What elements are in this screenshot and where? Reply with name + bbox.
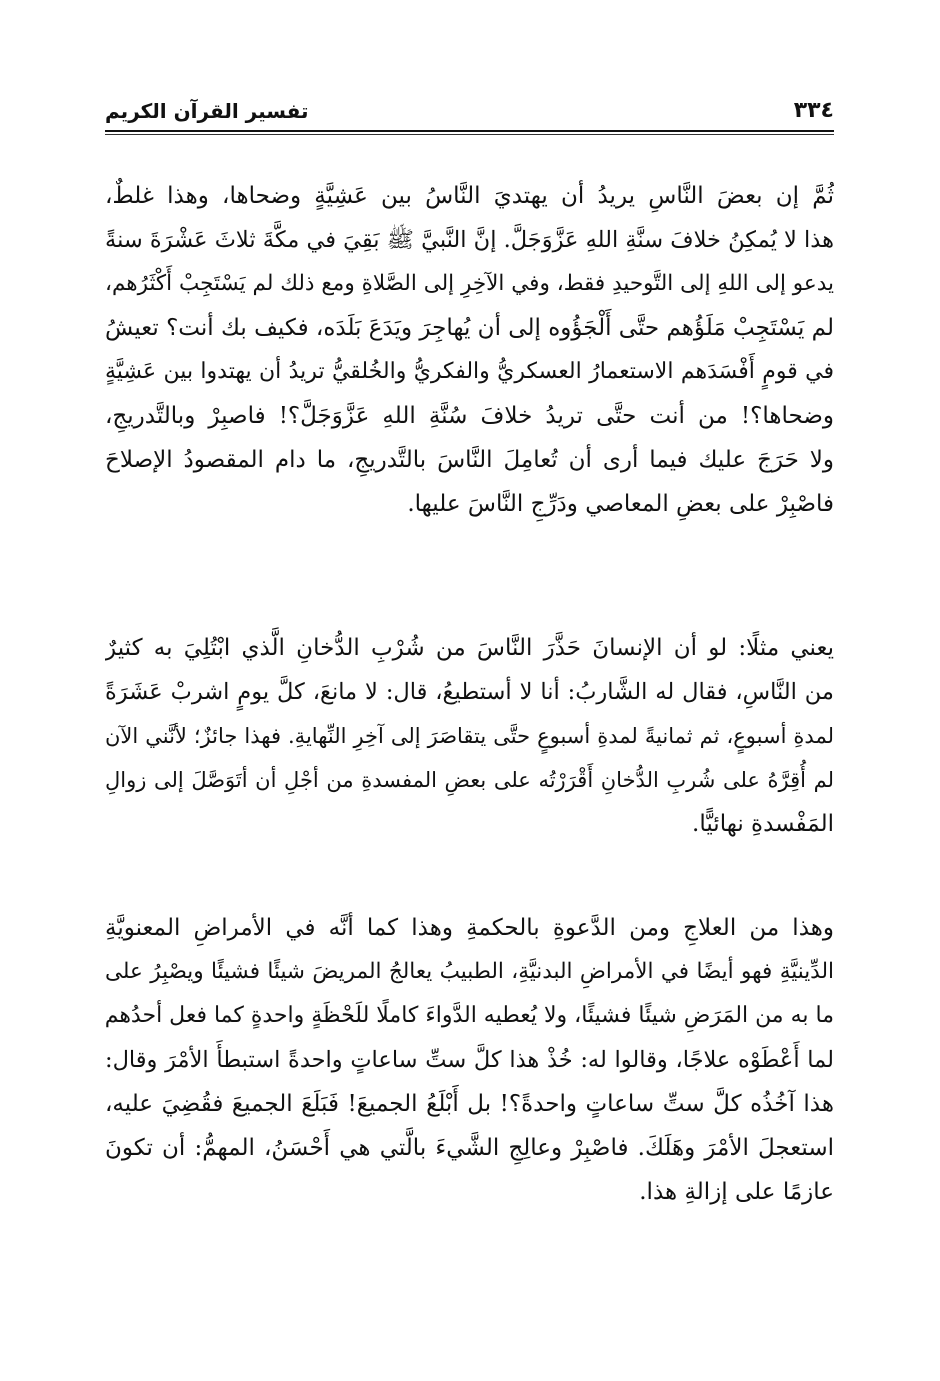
paragraph-line: لما أَعْطَوْه علاجًا، وقالوا له: خُذْ هذا كلَّ ستِّ ساعاتٍ واحدةً استبطأَ الأمْرَ وقال: — [105, 1047, 834, 1073]
book-title: تفسير القرآن الكريم — [105, 99, 309, 123]
paragraph-line: من النَّاسِ، فقال له الشَّاربُ: أنا لا أستطيعُ، قال: لا مانعَ، كلَّ يومٍ اشربْ عَشَرَةً — [105, 679, 834, 705]
paragraph-line: يعني مثلًا: لو أن الإنسانَ حَذَّرَ النَّاسَ من شُرْبِ الدُّخانِ الَّذي ابْتُلِيَ به كثيرٌ — [105, 635, 834, 661]
paragraph-line: فاصْبِرْ على بعضِ المعاصي ودَرِّجِ النَّاسَ عليها. — [407, 491, 834, 517]
paragraph-line: وهذا من العلاجِ ومن الدَّعوةِ بالحكمةِ وهذا كما أنَّه في الأمراضِ المعنويَّةِ — [105, 915, 834, 941]
paragraph-line: المَفْسدةِ نهائيًّا. — [692, 811, 834, 837]
paragraph-line: هذا لا يُمكِنُ خلافَ سنَّةِ اللهِ عَزَّوَجَلَّ. إنَّ النَّبيَّ ﷺ بَقِيَ في مكَّةَ ثلاثَ عَشْرَةَ سنةً — [105, 227, 834, 253]
paragraph-line: لم يَسْتَجِبْ مَلَؤُهم حتَّى أَلْجَؤُوه إلى أن يُهاجِرَ ويَدَعَ بَلَدَه، فكيف بك أنت؟ تعيشُ — [105, 315, 834, 341]
header-rule-thin — [105, 134, 834, 135]
paragraph-line: الدِّينيَّةِ فهو أيضًا في الأمراضِ البدنيَّةِ، الطبيبُ يعالجُ المريضَ شيئًا فشيئًا ويصْبِرُ على — [105, 959, 834, 984]
paragraph-line: ما به من المَرَضِ شيئًا فشيئًا، ولا يُعطيه الدَّواءَ كاملًا للَحْظَةٍ واحدةٍ كما فعل أحدُهم — [105, 1003, 834, 1028]
paragraph-line: ولا حَرَجَ عليك فيما أرى أن تُعامِلَ النَّاسَ بالتَّدريجِ، ما دام المقصودُ الإصلاحَ — [105, 447, 834, 473]
paragraph-line: ثُمَّ إن بعضَ النَّاسِ يريدُ أن يهتديَ النَّاسُ بين عَشِيَّةٍ وضحاها، وهذا غلطٌ، — [105, 183, 834, 209]
paragraph-1 — [105, 174, 834, 526]
paragraph-line: استعجلَ الأمْرَ وهَلَكَ. فاصْبِرْ وعالِجِ الشَّيءَ بالَّتي هي أَحْسَنُ، المهمُّ: أن تكونَ — [105, 1135, 834, 1161]
header-rule — [105, 130, 834, 132]
page-number: ٣٣٤ — [793, 98, 834, 123]
paragraph-line: لمدةِ أسبوعٍ، ثم ثمانيةً لمدةِ أسبوعٍ حتَّى يتقاصَرَ إلى آخِرِ النِّهايةِ. فهذا جائزٌ؛ لأنَّني الآن — [105, 724, 834, 748]
paragraph-3 — [105, 906, 834, 1214]
running-head — [105, 96, 834, 130]
paragraph-line: هذا آخُذُه كلَّ ستِّ ساعاتٍ واحدةً؟! بل أَبْلَعُ الجميعَ! فَبَلَعَ الجميعَ فقُضِيَ عليه، — [105, 1091, 834, 1117]
paragraph-line: وضحاها؟! من أنت حتَّى تريدُ خلافَ سُنَّةِ اللهِ عَزَّوَجَلَّ؟! فاصبِرْ وبالتَّدريجِ، — [105, 403, 834, 429]
paragraph-line: في قومٍ أَفْسَدَهم الاستعمارُ العسكريُّ والفكريُّ والخُلقيُّ تريدُ أن يهتدوا بين عَشِيَّةٍ — [105, 359, 834, 384]
paragraph-line: عازمًا على إزالةِ هذا. — [639, 1179, 834, 1205]
paragraph-line: يدعو إلى اللهِ إلى التَّوحيدِ فقط، وفي الآخِرِ إلى الصَّلاةِ ومع ذلك لم يَسْتَجِبْ أَكْثَرُهم، — [105, 271, 834, 296]
paragraph-line: لم أُقِرَّهُ على شُربِ الدُّخانِ أَقْرَرْتُه على بعضِ المفسدةِ من أجْلِ أن أتَوَصَّلَ إلى زوالِ — [105, 768, 834, 792]
paragraph-2 — [105, 626, 834, 846]
